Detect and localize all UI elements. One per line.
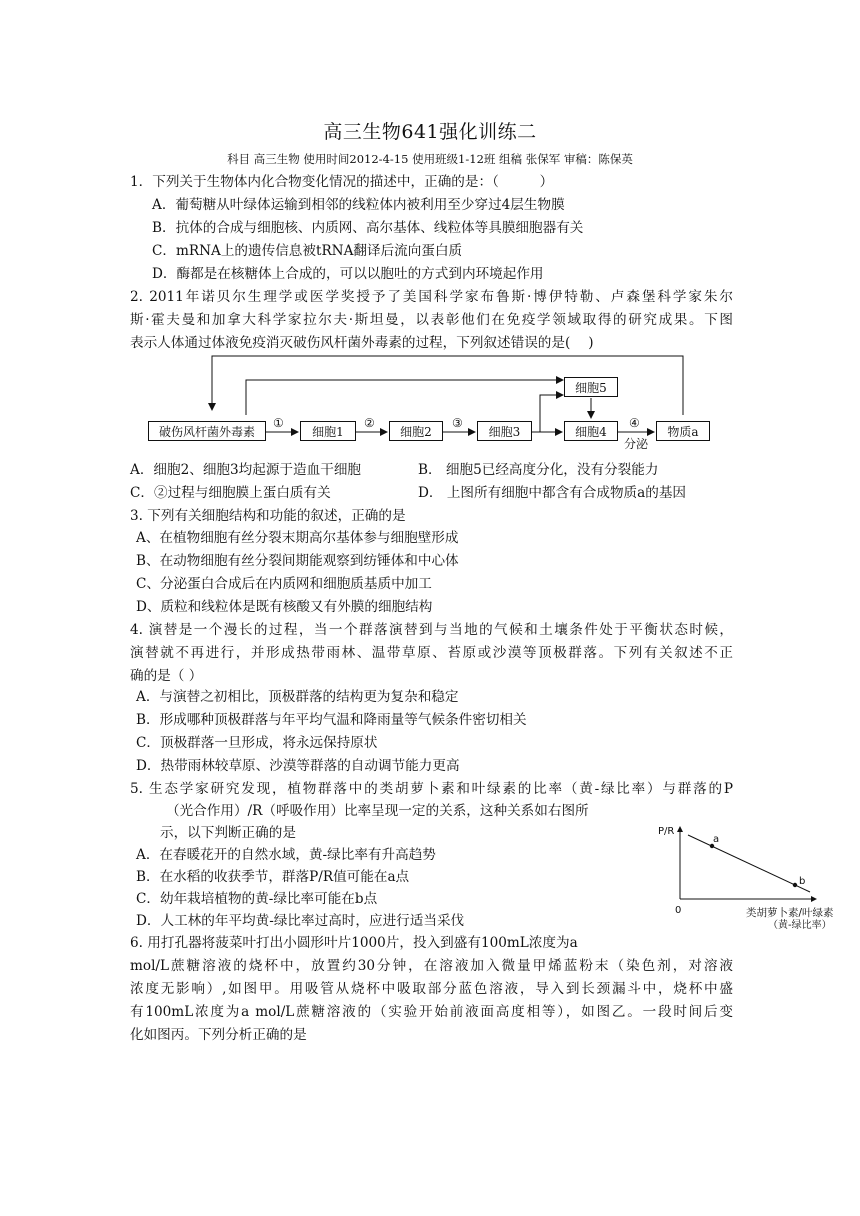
q4-stem-line2: 演替就不再进行，并形成热带雨林、温带草原、苔原或沙漠等顶极群落。下列有关叙述不正 (130, 645, 733, 661)
graph-point-b-label: b (799, 876, 806, 887)
q2-stem-line2: 斯·霍夫曼和加拿大科学家拉尔夫·斯坦曼，以表彰他们在免疫学领域取得的研究成果。下图 (130, 312, 733, 328)
arrow-toxin-to-cell5 (246, 380, 563, 415)
graph-point-a-label: a (713, 834, 720, 845)
graph-origin-label: 0 (675, 905, 682, 916)
cell4-box: 细胞4 (564, 421, 618, 441)
graph-x-label-line2: （黄-绿比率） (768, 920, 832, 931)
q1-stem: 1．下列关于生物体内化合物变化情况的描述中，正确的是：（ ） (130, 174, 554, 190)
graph-point-b (793, 883, 797, 887)
cell2-box: 细胞2 (389, 421, 443, 441)
q5-option-c: C．幼年栽培植物的黄-绿比率可能在b点 (136, 891, 378, 907)
q6-stem-line2: mol/L蔗糖溶液的烧杯中，放置约30分钟，在溶液加入微量甲烯蓝粉末（染色剂，对溶液 (130, 958, 733, 974)
q2-stem-line3: 表示人体通过体液免疫消灭破伤风杆菌外毒素的过程，下列叙述错误的是( ) (130, 335, 594, 351)
page-title: 高三生物641强化训练二 (323, 121, 537, 143)
q4-option-d: D．热带雨林较草原、沙漠等群落的自动调节能力更高 (136, 758, 460, 774)
substance-a-box: 物质a (656, 421, 710, 441)
graph-y-label: P/R (658, 826, 675, 837)
q3-option-b: B、在动物细胞有丝分裂间期能观察到纺锤体和中心体 (136, 553, 459, 569)
q5-stem-line3: 示，以下判断正确的是 (160, 825, 296, 841)
immune-process-diagram (0, 0, 860, 470)
q1-option-a: A．葡萄糖从叶绿体运输到相邻的线粒体内被利用至少穿过4层生物膜 (152, 197, 565, 213)
q4-option-c: C．顶极群落一旦形成，将永远保持原状 (136, 735, 378, 751)
q1-option-d: D．酶都是在核糖体上合成的，可以以胞吐的方式到内环境起作用 (152, 266, 544, 282)
step-2-label: ② (364, 416, 375, 430)
cell5-box: 细胞5 (564, 377, 618, 397)
secrete-label: 分泌 (624, 437, 649, 451)
q5-option-b: B．在水稻的收获季节，群落P/R值可能在a点 (136, 869, 410, 885)
q2-option-c: C．②过程与细胞膜上蛋白质有关 (130, 485, 331, 501)
q1-option-b: B．抗体的合成与细胞核、内质网、高尔基体、线粒体等具膜细胞器有关 (152, 220, 584, 236)
q6-stem-line3: 浓度无影响）,如图甲。用吸管从烧杯中吸取部分蓝色溶液，导入到长颈漏斗中，烧杯中盛 (130, 981, 733, 997)
q5-stem-line1: 5. 生态学家研究发现，植物群落中的类胡萝卜素和叶绿素的比率（黄-绿比率）与群落的P (130, 781, 733, 797)
q5-stem-line2: （光合作用）/R（呼吸作用）比率呈现一定的关系，这种关系如右图所 (166, 803, 589, 819)
cell3-box: 细胞3 (477, 421, 532, 441)
q2-option-a: A．细胞2、细胞3均起源于造血干细胞 (130, 462, 362, 478)
q6-stem-line1: 6. 用打孔器将菠菜叶打出小圆形叶片1000片，投入到盛有100mL浓度为a (130, 935, 578, 951)
q4-stem-line1: 4. 演替是一个漫长的过程，当一个群落演替到与当地的气候和土壤条件处于平衡状态时候， (130, 622, 733, 638)
step-1-label: ① (273, 416, 284, 430)
q6-stem-line4: 有100mL浓度为a mol/L蔗糖溶液的（实验开始前液面高度相等），如图乙。一段时间后变 (130, 1004, 733, 1020)
q6-stem-line5: 化如图丙。下列分析正确的是 (130, 1027, 307, 1043)
q3-option-c: C、分泌蛋白合成后在内质网和细胞质基质中加工 (136, 576, 432, 592)
q3-option-d: D、质粒和线粒体是既有核酸又有外膜的细胞结构 (136, 599, 433, 615)
cell1-box: 细胞1 (300, 421, 356, 441)
q2-option-b: B． 细胞5已经高度分化，没有分裂能力 (418, 462, 659, 478)
graph-trend-line (688, 835, 810, 892)
document-meta: 科目 高三生物 使用时间2012-4-15 使用班级1-12班 组稿 张保军 审稿：陈保英 (227, 152, 633, 166)
q4-stem-line3: 确的是（ ） (130, 668, 203, 684)
q3-stem: 3. 下列有关细胞结构和功能的叙述，正确的是 (130, 508, 406, 524)
q1-option-c: C．mRNA上的遗传信息被tRNA翻译后流向蛋白质 (152, 243, 463, 259)
pr-ratio-graph (650, 815, 855, 940)
q5-option-a: A．在春暖花开的自然水域，黄-绿比率有升高趋势 (136, 847, 436, 863)
toxin-box: 破伤风杆菌外毒素 (148, 421, 266, 441)
graph-x-label-line1: 类胡萝卜素/叶绿素 (746, 907, 834, 919)
q4-option-a: A．与演替之初相比，顶极群落的结构更为复杂和稳定 (136, 689, 459, 705)
q5-option-d: D．人工林的年平均黄-绿比率过高时，应进行适当采伐 (136, 913, 465, 929)
step-3-label: ③ (452, 416, 463, 430)
q3-option-a: A、在植物细胞有丝分裂末期高尔基体参与细胞壁形成 (136, 530, 459, 546)
q2-option-d: D． 上图所有细胞中都含有合成物质a的基因 (418, 485, 687, 501)
arrow-cell3-to-cell5 (540, 395, 563, 432)
q4-option-b: B．形成哪种顶极群落与年平均气温和降雨量等气候条件密切相关 (136, 712, 527, 728)
step-4-label: ④ (629, 416, 640, 430)
q2-stem-line1: 2. 2011年诺贝尔生理学或医学奖授予了美国科学家布鲁斯·博伊特勒、卢森堡科学家朱尔 (130, 289, 733, 305)
